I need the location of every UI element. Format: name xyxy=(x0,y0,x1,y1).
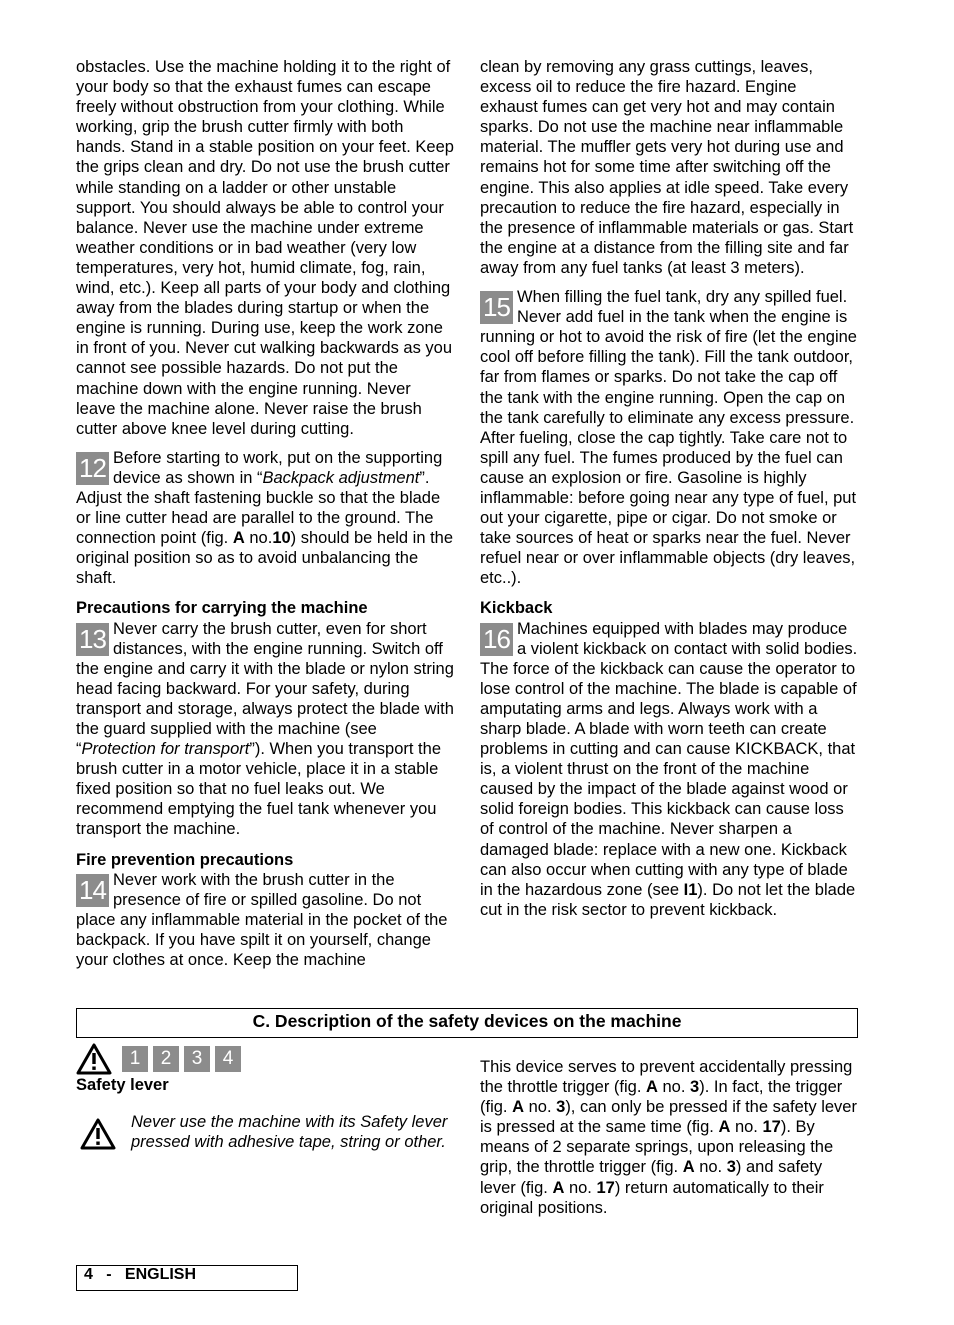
icon-number-1: 1 xyxy=(122,1046,148,1072)
right-paragraph-intro: clean by removing any grass cuttings, leaves, excess oil to reduce the fire hazard. Engine exhaust fumes can get very hot and may contain sparks. Do not use the machine near inflammable material. The muffler gets very hot during use and remains hot for some time after switching off the engine. This also applies at idle speed. Take every precaution to reduce the fire hazard, especially in the presence of inflammable materials or gas. Start the engine at a distance from the filling site and far away from any fuel tanks (at least 3 meters). xyxy=(480,58,854,277)
paragraph-16: 16 Machines equipped with blades may produce a violent kickback on contact with solid bodies. The force of the kickback can cause the operator to lose control of the machine. The blade is capable of amputating arms and legs. Always work with a sharp blade. A blade with worn teeth can create problems in cutting and can cause KICKBACK, that is, a violent thrust on the front of the machine caused by the impact of the blade against wood or solid foreign bodies. This kickback can cause loss of control of the machine. Never sharpen a damaged blade: replace with a new one. Kickback can also occur when cutting with any type of blade in the hazardous zone (see I1). Do not let the blade cut in the risk sector to prevent kickback. xyxy=(480,619,858,919)
section-number-16: 16 xyxy=(480,623,513,656)
page-footer xyxy=(76,1265,298,1291)
section-number-13: 13 xyxy=(76,623,109,656)
icon-number-2: 2 xyxy=(153,1046,179,1072)
heading-safety-lever: Safety lever xyxy=(76,1076,169,1094)
section-c-title: C. Description of the safety devices on the machine xyxy=(76,1008,858,1038)
warning-triangle-icon xyxy=(76,1043,112,1075)
safety-icon-row xyxy=(76,1044,241,1074)
section-number-12: 12 xyxy=(76,452,109,485)
heading-fire-prevention: Fire prevention precautions xyxy=(76,850,294,869)
heading-carrying: Precautions for carrying the machine xyxy=(76,599,368,618)
paragraph-12: 12 Before starting to work, put on the supporting device as shown in “Backpack adjustment”. Adjust the shaft fastening buckle so that the blade or line cutter head are parallel to the ground. The connection point (fig. A no.10) should be held in the original position so as to avoid unbalancing the shaft. xyxy=(76,448,454,588)
left-column xyxy=(76,57,454,976)
right-column xyxy=(480,57,858,926)
paragraph-13: 13 Never carry the brush cutter, even for short distances, with the engine running. Switch off the engine and carry it with the blade or nylon string head facing backward. For your safety, during transport and storage, always protect the blade with the guard supplied with the machine (see “Protection for transport”). When you transport the brush cutter in a motor vehicle, place it in a stable fixed position so that no fuel leaks out. We recommend emptying the fuel tank whenever you transport the machine. xyxy=(76,619,454,839)
paragraph-14: 14 Never work with the brush cutter in the presence of fire or spilled gasoline. Do not place any inflammable material in the pocket of the backpack. If you have spilt it on yourself, change your clothes at once. Keep the machine xyxy=(76,870,448,970)
safety-lever-description: This device serves to prevent accidentally pressing the throttle trigger (fig. A no. 3). In fact, the trigger (fig. A no. 3), can only be pressed if the safety lever is pressed at the same time (fig. A no. 17). By means of 2 separate springs, upon releasing the grip, the throttle trigger (fig. A no. 3) and safety lever (fig. A no. 17) return automatically to their original positions. xyxy=(480,1058,857,1217)
icon-number-4: 4 xyxy=(215,1046,241,1072)
safety-lever-warning: Never use the machine with its Safety lever pressed with adhesive tape, string or other. xyxy=(131,1113,448,1152)
section-number-15: 15 xyxy=(480,291,513,324)
heading-kickback: Kickback xyxy=(480,599,553,618)
page-number-label: 4 - ENGLISH xyxy=(84,1266,197,1283)
warning-icon xyxy=(80,1118,116,1150)
icon-number-3: 3 xyxy=(184,1046,210,1072)
paragraph-15: 15 When filling the fuel tank, dry any spilled fuel. Never add fuel in the tank when the engine is running or hot to avoid the risk of fire (let the engine cool off before filling the tank). Fill the tank outdoor, far from flames or sparks. Do not take the cap off the tank with the engine running. Open the cap on the tank carefully to eliminate any excess pressure. After fueling, close the cap tightly. Take care not to spill any fuel. The fumes produced by the fuel can cause an explosion or fire. Gasoline is highly inflammable: before going near any type of fuel, put out your cigarette, pipe or cigar. Do not smoke or take sources of heat or sparks near the fuel. Never refuel near or over inflammable objects (dry leaves, etc..). xyxy=(480,288,857,588)
left-paragraph-intro: obstacles. Use the machine holding it to the right of your body so that the exhaust fumes can escape freely without obstruction from your clothing. While working, grip the brush cutter firmly with both hands. Stand in a stable position on your feet. Keep the grips clean and dry. Do not use the brush cutter while standing on a ladder or other unstable support. You should always be able to control your balance. Never use the machine under extreme weather conditions or in bad weather (very low temperatures, very hot, humid climate, fog, rain, wind, etc.). Keep all parts of your body and clothing away from the blades during startup or when the engine is running. During use, keep the work zone in front of you. Never cut walking backwards as you cannot see possible hazards. Do not put the machine down with the engine running. Never leave the machine alone. Never raise the brush cutter above knee level during cutting. xyxy=(76,58,454,438)
section-number-14: 14 xyxy=(76,874,109,907)
